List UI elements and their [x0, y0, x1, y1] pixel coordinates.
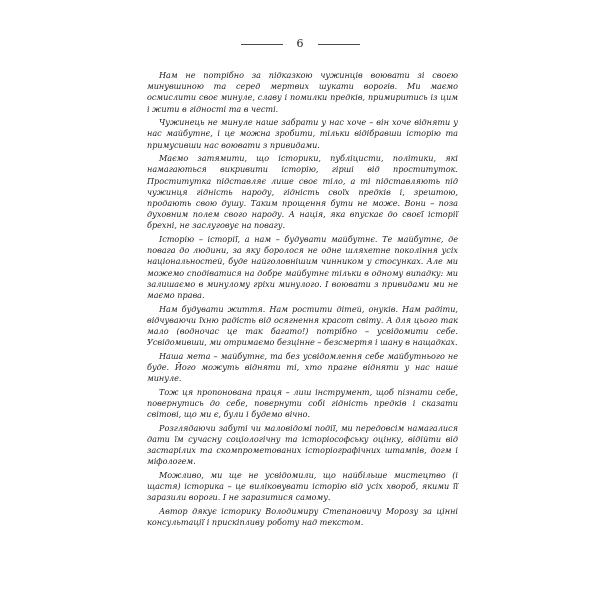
paragraph: Автор дякує історику Володимиру Степановичу Морозу за цінні консультації і прискіпливу роботу над текстом. — [147, 506, 458, 528]
paragraph: Розглядаючи забуті чи маловідомі події, ми передовсім намагалися дати їм сучасну соціологічну та історіософську оцінку, відійти від застарілих та скомпрометованих історіографічних штампів, догм і міфологем. — [147, 422, 458, 467]
paragraph: Наша мета – майбутнє, та без усвідомлення себе майбутнього не буде. Його можуть відняти ті, хто прагне відняти у нас наше минуле. — [147, 350, 458, 384]
page-number: 6 — [296, 37, 304, 50]
paragraph: Історію – історії, а нам – будувати майбутнє. Те майбутнє, де повага до людини, за яку боролося не одне шляхетне покоління усіх національностей, буде найголовнішим чинником у стосунках. Але ми можемо сподіватися на добре майбутнє тільки в одному випадку: ми залишаємо в минулому гріхи минулого. І воювати з привидами ми не маємо права. — [147, 234, 458, 301]
paragraph: Чужинець не минуле наше забрати у нас хоче – він хоче відняти у нас майбутнє, і це можна зробити, тільки відібравши історію та примусивши нас воювати з привидами. — [147, 117, 458, 150]
paragraph: Тож ця пропонована праця – лиш інструмент, щоб пізнати себе, повернутись до себе, повернути собі гідність предків і сказати світові, що ми є, були і будемо вічно. — [147, 386, 458, 420]
header-rule-right — [318, 44, 360, 45]
body-text — [147, 70, 458, 531]
paragraph: Маємо затямити, що історики, публіцисти, політики, які намагаються викривити історію, гірші від проституток. Проститутка підставляє лише своє тіло, а ті підставляють під чужинця гідність народу, гідність своїх предків і, зрештою, продають свою душу. Таким прощення бути не може. Вони – поза духовним полем свого народу. А нація, яка впускає до своєї історії брехні, не заслуговує на повагу. — [147, 153, 458, 231]
header-rule-left — [241, 44, 283, 45]
paragraph: Нам будувати життя. Нам ростити дітей, онуків. Нам радіти, відчуваючи їхню радість від осягнення красот світу. А для цього так мало (водночас це так багато!) потрібно – усвідомити себе. Усвідомивши, ми отримаємо безцінне – безсмертя і шану в нащадках. — [147, 303, 458, 348]
paragraph: Нам не потрібно за підказкою чужинців воювати зі своєю минувшиною та серед мертвих шукати ворогів. Ми маємо осмислити своє минуле, славу і помилки предків, примиритись із цим і жити в гідності та в честі. — [147, 70, 458, 114]
page-header — [0, 36, 600, 52]
paragraph: Можливо, ми ще не усвідомили, що найбільше мистецтво (і щастя) історика – це виліковувати історію від усіх хвороб, якими її заразили вороги. І не заразитися самому. — [147, 470, 458, 503]
